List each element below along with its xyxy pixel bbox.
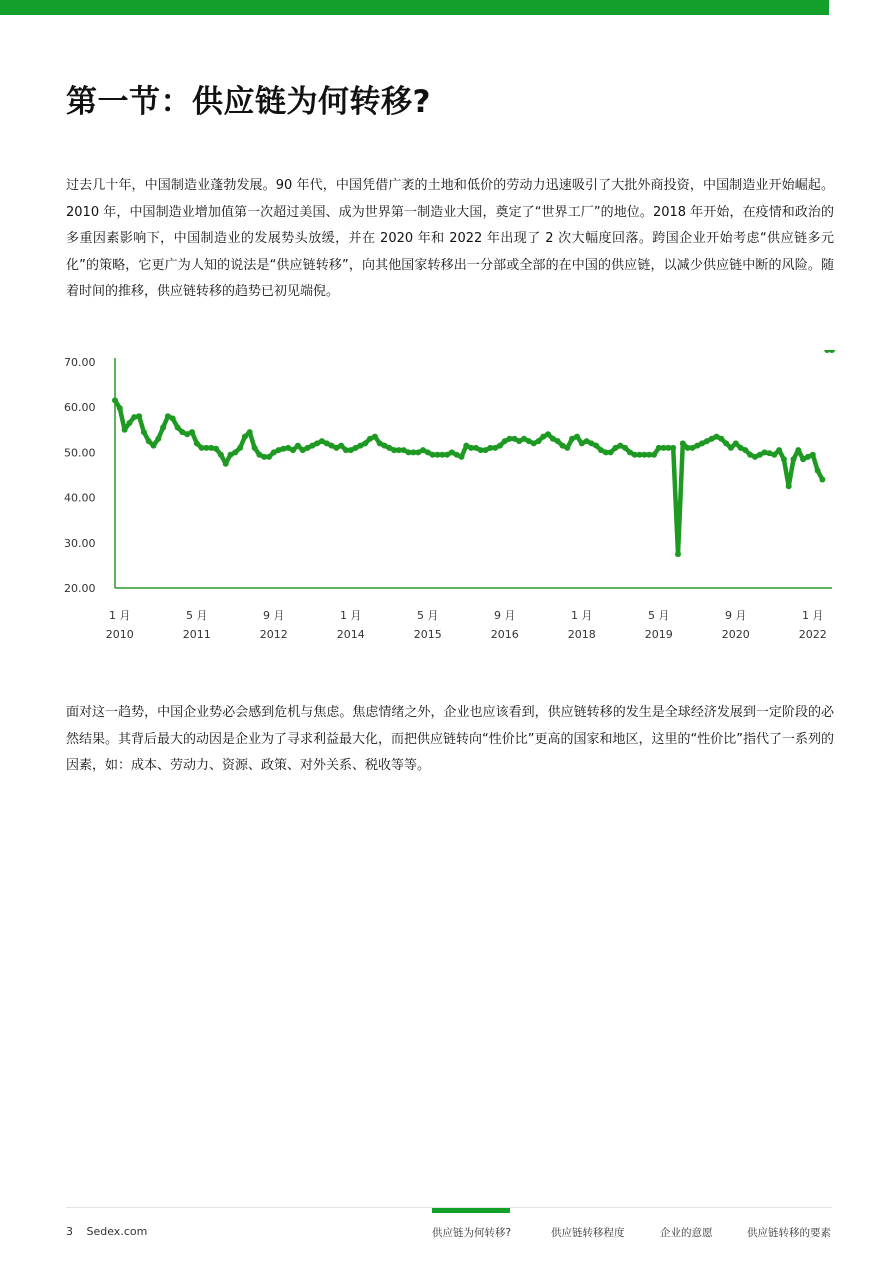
- footer-nav-factors[interactable]: 供应链转移的要素: [747, 1227, 831, 1239]
- data-point: [194, 440, 200, 446]
- chart-series: [112, 350, 835, 557]
- data-point: [819, 477, 825, 483]
- data-point: [564, 445, 570, 451]
- x-tick-month: 9 月: [263, 609, 285, 622]
- x-tick-month: 1 月: [109, 609, 131, 622]
- manufacturing-pmi-chart: [60, 350, 840, 650]
- data-point: [829, 350, 835, 353]
- data-point: [160, 425, 166, 431]
- series-line: [115, 400, 822, 554]
- data-point: [146, 438, 152, 444]
- data-point: [117, 405, 123, 411]
- data-point: [295, 443, 301, 449]
- page-title: 第一节：供应链为何转移?: [66, 84, 431, 120]
- data-point: [810, 452, 816, 458]
- data-point: [608, 449, 614, 455]
- footer-nav-shift-degree[interactable]: 供应链转移程度: [551, 1227, 625, 1239]
- data-point: [372, 434, 378, 440]
- data-point: [175, 425, 181, 431]
- data-point: [136, 413, 142, 419]
- x-axis-ticks: [106, 609, 827, 641]
- data-point: [776, 447, 782, 453]
- data-point: [733, 440, 739, 446]
- x-tick-month: 5 月: [186, 609, 208, 622]
- x-tick-year: 2011: [182, 628, 211, 641]
- data-point: [786, 483, 792, 489]
- conclusion-paragraph: 面对这一趋势，中国企业势必会感到危机与焦虑。焦虑情绪之外，企业也应该看到，供应链转移的发生是全球经济发展到一定阶段的必然结果。其背后最大的动因是企业为了寻求利益最大化，而把供应链转向“性价比”更高的国家和地区，这里的“性价比”指代了一系列的因素，如：成本、劳动力、资源、政策、对外关系、税收等等。: [66, 705, 834, 773]
- data-point: [126, 420, 132, 426]
- data-point: [242, 434, 248, 440]
- x-tick-month: 1 月: [340, 609, 362, 622]
- x-tick-month: 9 月: [494, 609, 516, 622]
- y-tick-label: 50.00: [64, 446, 96, 460]
- data-point: [290, 447, 296, 453]
- data-point: [218, 452, 224, 458]
- x-tick-year: 2018: [567, 628, 596, 641]
- footer-active-indicator: [432, 1208, 510, 1213]
- x-tick-year: 2015: [413, 628, 442, 641]
- data-point: [723, 440, 729, 446]
- x-tick-year: 2020: [721, 628, 750, 641]
- x-tick-year: 2012: [259, 628, 288, 641]
- x-tick-month: 5 月: [648, 609, 670, 622]
- data-point: [213, 446, 219, 452]
- data-point: [670, 445, 676, 451]
- x-tick-month: 1 月: [571, 609, 593, 622]
- data-point: [122, 427, 128, 433]
- y-axis-ticks: [64, 356, 96, 595]
- data-point: [555, 438, 561, 444]
- data-point: [362, 440, 368, 446]
- x-tick-month: 9 月: [725, 609, 747, 622]
- data-point: [497, 443, 503, 449]
- page-number: 3: [66, 1225, 73, 1238]
- x-tick-year: 2010: [105, 628, 134, 641]
- x-tick-month: 5 月: [417, 609, 439, 622]
- data-point: [338, 443, 344, 449]
- data-point: [155, 436, 161, 442]
- footer-nav-why-shift[interactable]: 供应链为何转移?: [432, 1227, 512, 1239]
- x-tick-year: 2016: [490, 628, 519, 641]
- y-tick-label: 60.00: [64, 401, 96, 415]
- x-tick-month: 1 月: [802, 609, 824, 622]
- data-point: [266, 454, 272, 460]
- data-point: [252, 445, 258, 451]
- data-point: [459, 454, 465, 460]
- data-point: [170, 416, 176, 422]
- data-point: [223, 461, 229, 467]
- data-point: [574, 434, 580, 440]
- data-point: [622, 445, 628, 451]
- data-point: [728, 445, 734, 451]
- data-point: [141, 429, 147, 435]
- x-tick-year: 2014: [336, 628, 365, 641]
- data-point: [771, 452, 777, 458]
- y-tick-label: 30.00: [64, 536, 96, 550]
- data-point: [815, 468, 821, 474]
- footer-nav-willingness[interactable]: 企业的意愿: [660, 1227, 713, 1239]
- data-point: [189, 429, 195, 435]
- data-point: [232, 449, 238, 455]
- data-point: [718, 436, 724, 442]
- data-point: [791, 456, 797, 462]
- data-point: [247, 429, 253, 435]
- data-point: [742, 447, 748, 453]
- y-tick-label: 70.00: [64, 356, 96, 369]
- intro-paragraph: 过去几十年，中国制造业蓬勃发展。90 年代，中国凭借广袤的土地和低价的劳动力迅速吸引了大批外商投资，中国制造业开始崛起。2010 年，中国制造业增加值第一次超过美国、成为世界第一制造业大国，奠定了“世界工厂”的地位。2018 年开始，在疫情和政治的多重因素影响下，中国制造业的发展势头放缓，并在 2020 年和 2022 年出现了 2 次大幅度回落。跨国企业开始考虑“供应链多元化”的策略，它更广为人知的说法是“供应链转移”，向其他国家转移出一分部或全部的在中国的供应链，以减少供应链中断的风险。随着时间的推移，供应链转移的趋势已初见端倪。: [66, 178, 834, 299]
- data-point: [151, 443, 157, 449]
- top-accent-bar: [0, 0, 829, 15]
- data-point: [680, 440, 686, 446]
- data-point: [675, 551, 681, 557]
- data-point: [593, 443, 599, 449]
- site-link[interactable]: Sedex.com: [86, 1225, 148, 1238]
- data-point: [651, 452, 657, 458]
- data-point: [545, 431, 551, 437]
- x-tick-year: 2022: [798, 628, 827, 641]
- data-point: [112, 397, 118, 403]
- data-point: [237, 445, 243, 451]
- data-point: [536, 438, 542, 444]
- x-tick-year: 2019: [644, 628, 673, 641]
- data-point: [781, 456, 787, 462]
- y-tick-label: 20.00: [64, 582, 96, 595]
- y-tick-label: 40.00: [64, 491, 96, 505]
- footer-meta: [66, 1225, 157, 1238]
- data-point: [795, 447, 801, 453]
